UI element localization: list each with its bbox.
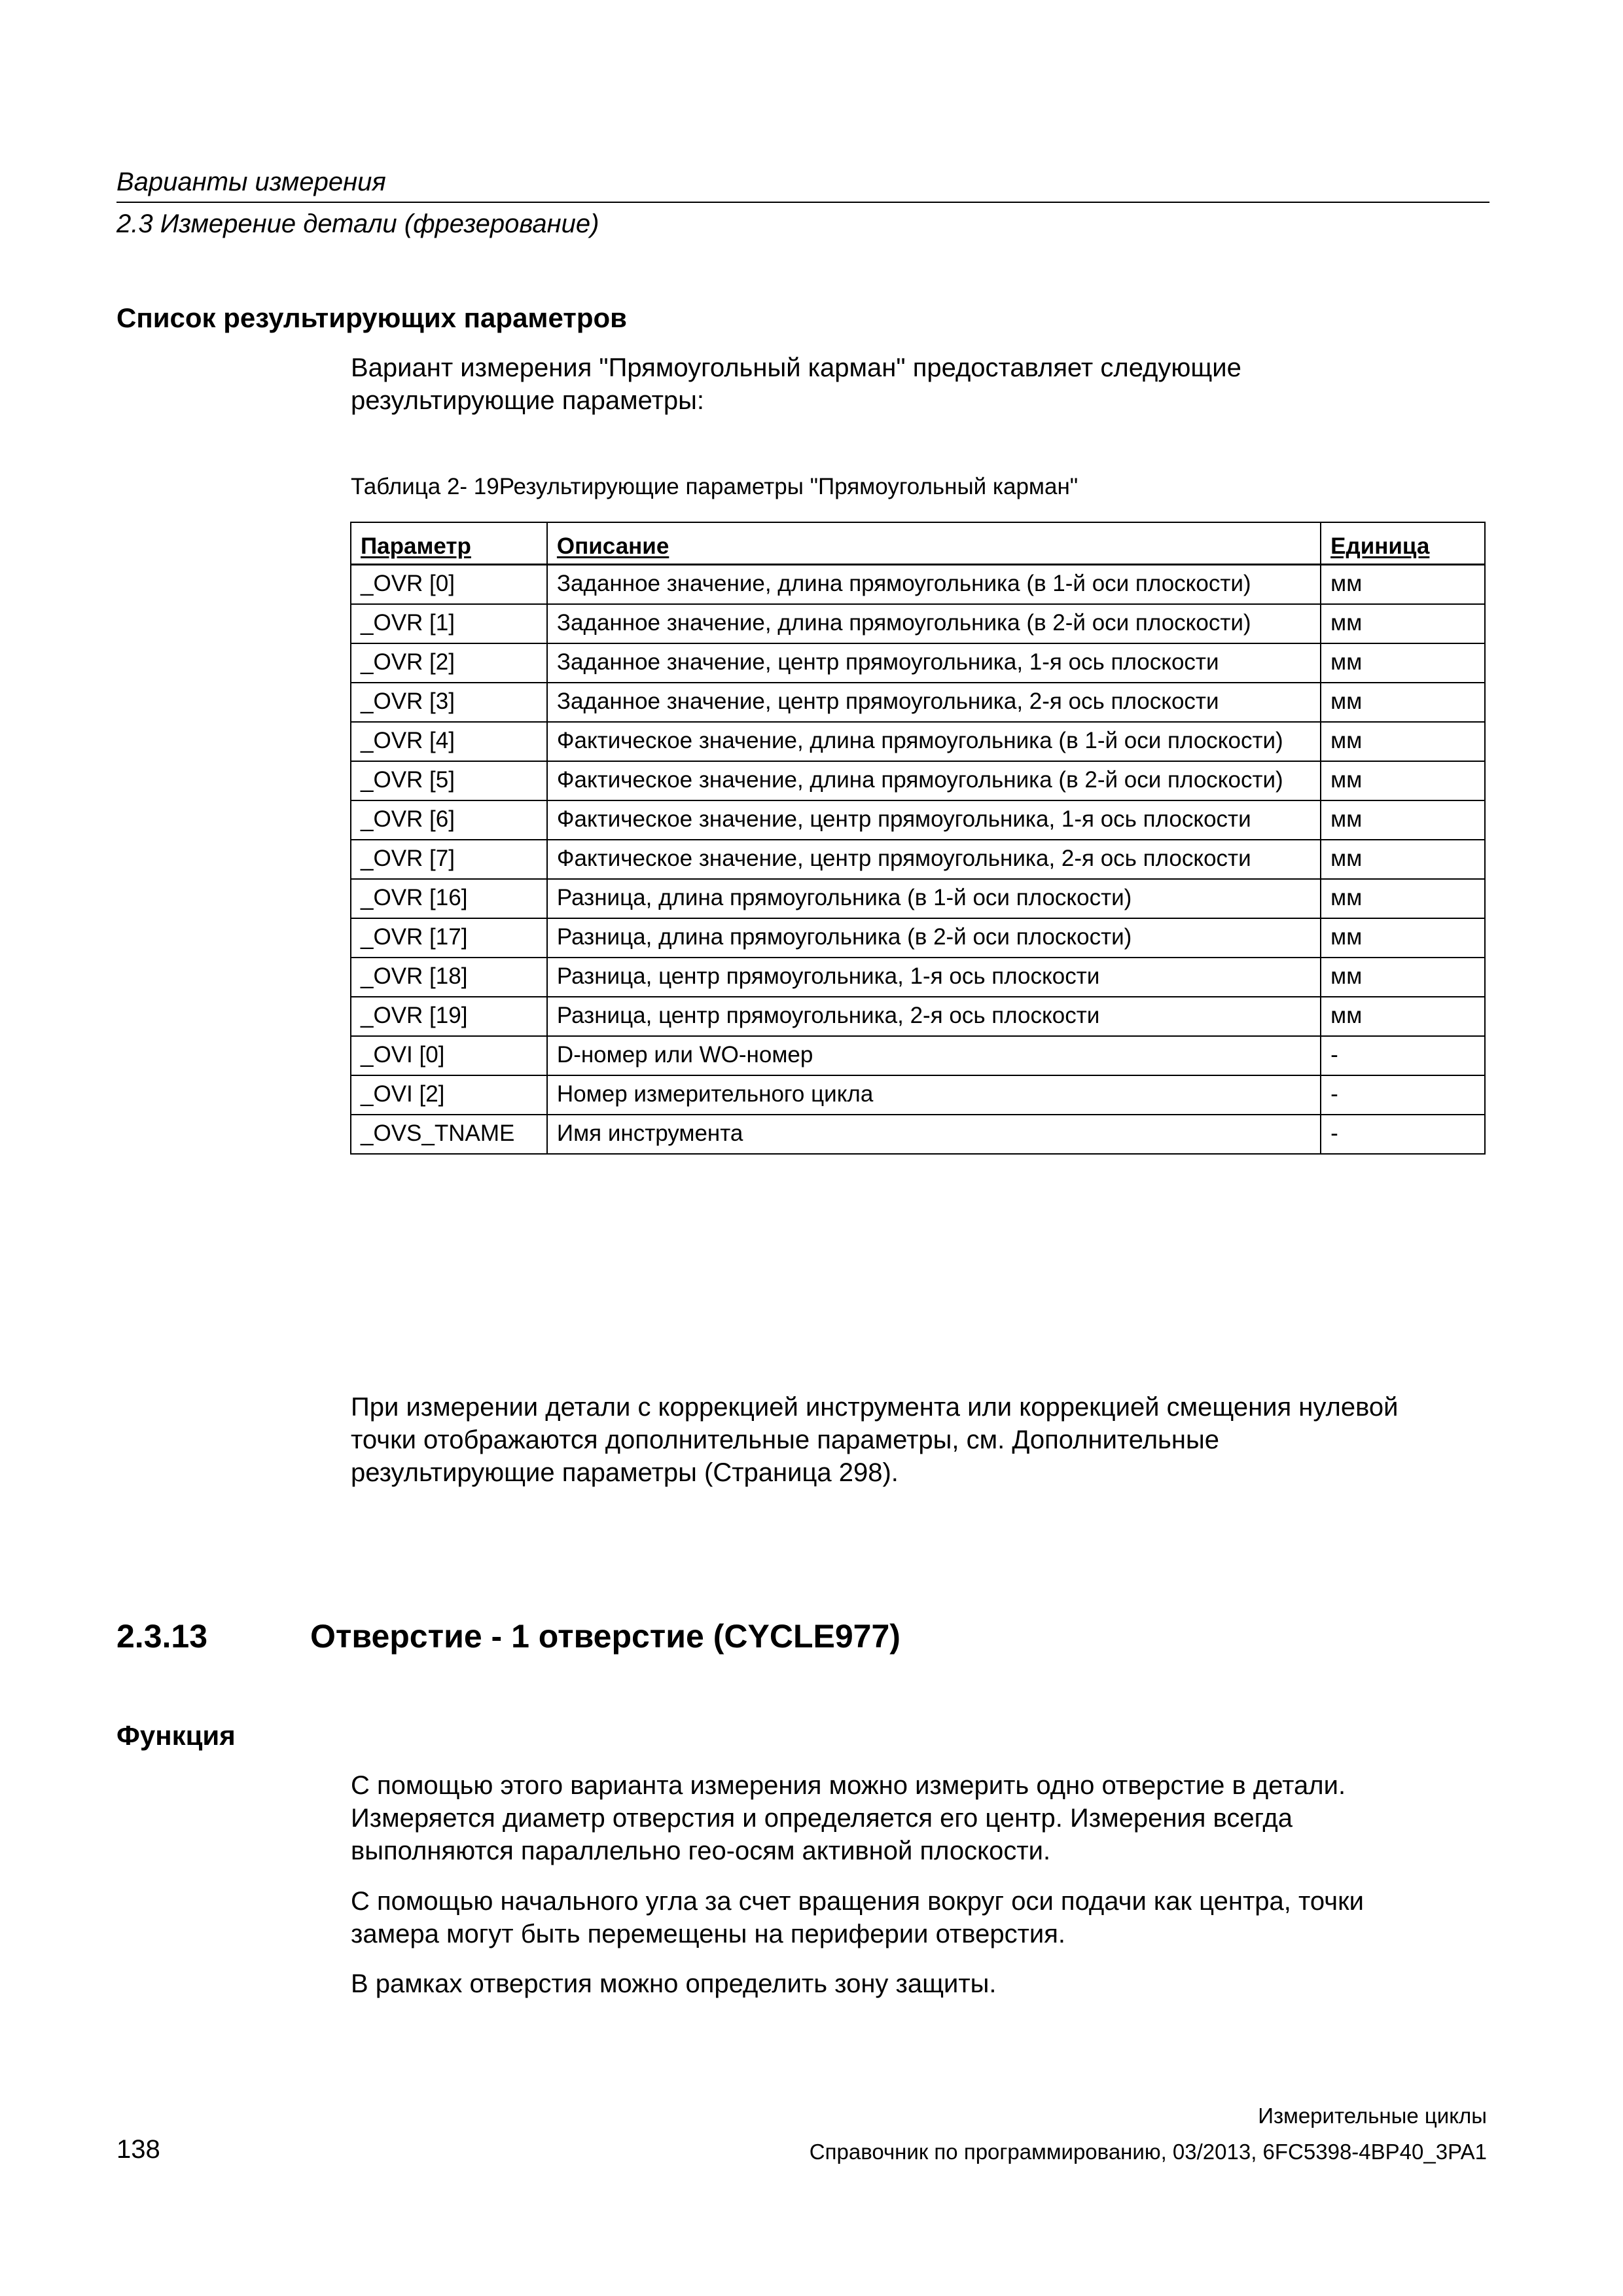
footer-manual-reference: Справочник по программированию, 03/2013, 6FC5398-4BP40_3PA1 (809, 2140, 1487, 2164)
cell-description: Заданное значение, центр прямоугольника, 1-я ось плоскости (547, 643, 1321, 683)
results-intro-line: результирующие параметры: (351, 386, 704, 415)
note-line: При измерении детали с коррекцией инструмента или коррекцией смещения нулевой (351, 1393, 1399, 1422)
running-header-chapter: Варианты измерения (116, 168, 386, 196)
cell-unit: мм (1321, 604, 1485, 643)
cell-description: Фактическое значение, центр прямоугольника, 1-я ось плоскости (547, 800, 1321, 840)
note-line: точки отображаются дополнительные параметры, см. Дополнительные (351, 1426, 1219, 1454)
cell-parameter: _OVR [3] (351, 683, 547, 722)
cell-description: Фактическое значение, длина прямоугольника (в 1-й оси плоскости) (547, 722, 1321, 761)
results-intro-line: Вариант измерения "Прямоугольный карман" предоставляет следующие (351, 353, 1241, 382)
cell-unit: мм (1321, 722, 1485, 761)
section-title: Отверстие - 1 отверстие (CYCLE977) (310, 1618, 901, 1655)
results-intro (351, 351, 1489, 417)
function-paragraph-1 (351, 1769, 1489, 1867)
col-header-unit: Единица (1321, 522, 1485, 565)
table-row (351, 643, 1485, 683)
cell-parameter: _OVI [2] (351, 1075, 547, 1115)
cell-description: Фактическое значение, длина прямоугольника (в 2-й оси плоскости) (547, 761, 1321, 800)
table-row (351, 604, 1485, 643)
cell-parameter: _OVR [2] (351, 643, 547, 683)
table-header-row (351, 522, 1485, 565)
cell-description: Заданное значение, центр прямоугольника, 2-я ось плоскости (547, 683, 1321, 722)
paragraph-line: выполняются параллельно гео-осям активной плоскости. (351, 1837, 1051, 1865)
cell-parameter: _OVR [6] (351, 800, 547, 840)
running-header-section: 2.3 Измерение детали (фрезерование) (116, 209, 599, 238)
cell-unit: - (1321, 1115, 1485, 1154)
cell-description: Фактическое значение, центр прямоугольника, 2-я ось плоскости (547, 840, 1321, 879)
cell-parameter: _OVS_TNAME (351, 1115, 547, 1154)
cell-description: Разница, центр прямоугольника, 2-я ось плоскости (547, 997, 1321, 1036)
table-row (351, 761, 1485, 800)
cell-description: Заданное значение, длина прямоугольника (в 1-й оси плоскости) (547, 565, 1321, 605)
cell-parameter: _OVR [18] (351, 958, 547, 997)
cell-parameter: _OVR [17] (351, 918, 547, 958)
paragraph-line: Измеряется диаметр отверстия и определяется его центр. Измерения всегда (351, 1804, 1293, 1833)
table-body (351, 565, 1485, 1155)
cell-unit: мм (1321, 800, 1485, 840)
table-row (351, 958, 1485, 997)
table-row (351, 1115, 1485, 1154)
cell-parameter: _OVR [0] (351, 565, 547, 605)
cell-description: Имя инструмента (547, 1115, 1321, 1154)
table-row (351, 800, 1485, 840)
table-row (351, 997, 1485, 1036)
cell-parameter: _OVR [16] (351, 879, 547, 918)
cell-unit: - (1321, 1036, 1485, 1075)
table-row (351, 565, 1485, 605)
cell-unit: мм (1321, 761, 1485, 800)
note-line: результирующие параметры (Страница 298). (351, 1458, 899, 1487)
table-row (351, 840, 1485, 879)
cell-unit: мм (1321, 918, 1485, 958)
cell-description: Разница, центр прямоугольника, 1-я ось плоскости (547, 958, 1321, 997)
cell-parameter: _OVR [7] (351, 840, 547, 879)
results-table (350, 522, 1486, 1155)
function-paragraph-3: В рамках отверстия можно определить зону защиты. (351, 1969, 997, 1998)
function-heading: Функция (116, 1720, 236, 1751)
cell-unit: мм (1321, 840, 1485, 879)
paragraph-line: С помощью этого варианта измерения можно измерить одно отверстие в детали. (351, 1771, 1346, 1800)
cell-unit: мм (1321, 683, 1485, 722)
paragraph-line: С помощью начального угла за счет вращения вокруг оси подачи как центра, точки (351, 1887, 1364, 1916)
page-number: 138 (116, 2135, 160, 2164)
col-header-parameter: Параметр (351, 522, 547, 565)
cell-parameter: _OVR [1] (351, 604, 547, 643)
cell-description: D-номер или WO-номер (547, 1036, 1321, 1075)
results-heading: Список результирующих параметров (116, 302, 627, 333)
paragraph-line: замера могут быть перемещены на периферии отверстия. (351, 1920, 1066, 1948)
cell-unit: мм (1321, 958, 1485, 997)
table-row (351, 918, 1485, 958)
table-caption: Таблица 2- 19Результирующие параметры "Прямоугольный карман" (351, 474, 1079, 499)
additional-params-note (351, 1391, 1489, 1489)
cell-unit: мм (1321, 997, 1485, 1036)
cell-unit: мм (1321, 643, 1485, 683)
header-rule (116, 202, 1489, 203)
cell-description: Номер измерительного цикла (547, 1075, 1321, 1115)
table-row (351, 683, 1485, 722)
cell-description: Заданное значение, длина прямоугольника (в 2-й оси плоскости) (547, 604, 1321, 643)
function-paragraph-2 (351, 1885, 1489, 1950)
cell-parameter: _OVI [0] (351, 1036, 547, 1075)
cell-unit: - (1321, 1075, 1485, 1115)
section-number: 2.3.13 (116, 1618, 208, 1655)
footer-manual-title: Измерительные циклы (1258, 2104, 1487, 2128)
col-header-description: Описание (547, 522, 1321, 565)
table-row (351, 722, 1485, 761)
table-row (351, 879, 1485, 918)
cell-description: Разница, длина прямоугольника (в 2-й оси плоскости) (547, 918, 1321, 958)
cell-parameter: _OVR [5] (351, 761, 547, 800)
cell-parameter: _OVR [19] (351, 997, 547, 1036)
table-row (351, 1075, 1485, 1115)
cell-description: Разница, длина прямоугольника (в 1-й оси плоскости) (547, 879, 1321, 918)
cell-unit: мм (1321, 879, 1485, 918)
cell-unit: мм (1321, 565, 1485, 605)
cell-parameter: _OVR [4] (351, 722, 547, 761)
table-row (351, 1036, 1485, 1075)
